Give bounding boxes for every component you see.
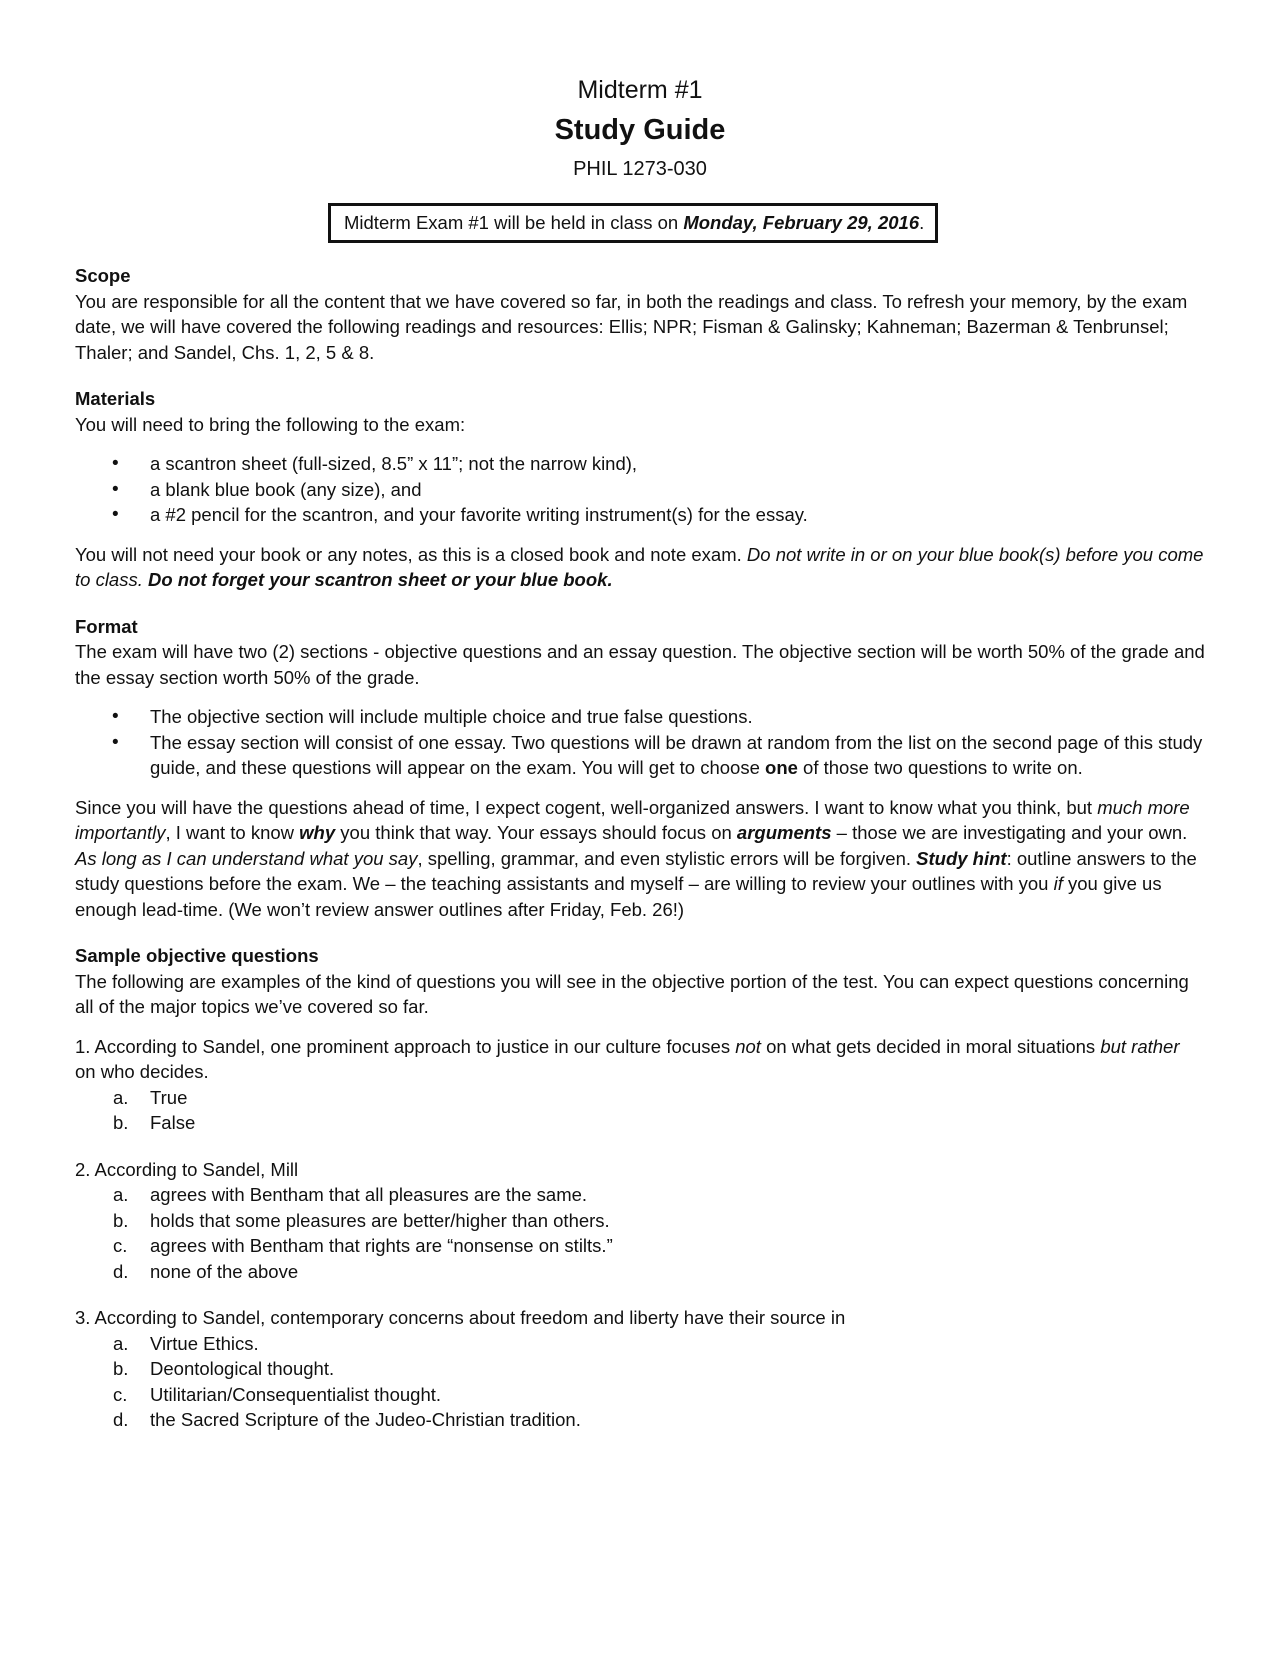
question-1-options <box>75 1085 1205 1136</box>
question-3: 3. According to Sandel, contemporary concerns about freedom and liberty have their source in <box>75 1307 846 1328</box>
list-item: • a #2 pencil for the scantron, and your favorite writing instrument(s) for the essay. <box>75 502 1205 528</box>
notice-period: . <box>919 212 925 233</box>
option-item <box>75 1085 1205 1111</box>
text-run: on who decides. <box>75 1061 209 1082</box>
materials-intro: You will need to bring the following to the exam: <box>75 413 466 435</box>
option-item <box>75 1208 1205 1234</box>
option-letter: a. <box>113 1184 129 1205</box>
option-text: none of the above <box>150 1260 299 1282</box>
italic-run: but rather <box>1100 1035 1180 1057</box>
materials-note-italic: Do not write in or on your blue book(s) before you come to class. <box>75 543 1204 590</box>
option-letter: c. <box>113 1235 128 1256</box>
option-item <box>75 1110 1205 1136</box>
list-item <box>75 730 1205 781</box>
expectations-paragraph <box>75 795 1205 923</box>
option-letter: a. <box>113 1086 129 1108</box>
question-2-options <box>75 1182 1205 1284</box>
exam-date-notice <box>328 203 938 243</box>
bullet-bold-text: one <box>765 757 798 778</box>
italic-run: As long as I can understand what you say <box>75 847 418 869</box>
option-letter: b. <box>113 1209 129 1231</box>
format-list <box>75 704 1205 781</box>
exam-date: Monday, February 29, 2016 <box>683 212 920 233</box>
italic-run: much more importantly <box>75 796 1190 843</box>
option-text: Utilitarian/Consequentialist thought. <box>150 1383 442 1405</box>
option-item <box>75 1356 1205 1382</box>
italic-run: not <box>735 1035 761 1057</box>
materials-list <box>75 451 1205 528</box>
option-letter: c. <box>113 1383 128 1405</box>
sample-questions-heading: Sample objective questions <box>75 945 319 966</box>
italic-run: if <box>1053 873 1063 894</box>
list-item: • a blank blue book (any size), and <box>75 477 1205 503</box>
text-run: , spelling, grammar, and even stylistic errors will be forgiven. <box>417 847 917 869</box>
text-run: on what gets decided in moral situations <box>760 1035 1101 1057</box>
option-text: Virtue Ethics. <box>150 1332 259 1354</box>
scope-body: You are responsible for all the content that we have covered so far, in both the readings and class. To refresh your memory, by the exam date, we will have covered the following readings and resources: Ellis; NPR; Fisman & Galinsky; Kahneman; Bazerman & Tenbrunsel; Thaler; and Sandel, Chs. 1, 2, 5 & 8. <box>75 290 1188 363</box>
option-text: holds that some pleasures are better/higher than others. <box>150 1209 610 1231</box>
text-run: – those we are investigating and your own. <box>831 822 1188 843</box>
notice-text: Midterm Exam #1 will be held in class on <box>344 212 684 233</box>
bullet-text-end: of those two questions to write on. <box>797 757 1083 778</box>
option-item <box>75 1382 1205 1408</box>
bold-italic-run: Study hint <box>916 847 1007 869</box>
text-run: Since you will have the questions ahead of time, I expect cogent, well-organized answers. I want to know what you think, but <box>75 796 1098 818</box>
option-item <box>75 1182 1205 1208</box>
question-3-options <box>75 1331 1205 1433</box>
text-run: , I want to know <box>165 822 300 843</box>
materials-note-text: You will not need your book or any notes, as this is a closed book and note exam. <box>75 543 747 565</box>
option-letter: d. <box>113 1260 129 1282</box>
option-text: agrees with Bentham that all pleasures are the same. <box>150 1184 588 1205</box>
course-code: PHIL 1273-030 <box>573 158 707 180</box>
option-text: the Sacred Scripture of the Judeo-Christian tradition. <box>150 1409 581 1430</box>
question-1 <box>75 1034 1205 1085</box>
text-run: you think that way. Your essays should focus on <box>335 822 737 843</box>
document-subtitle: Midterm #1 <box>577 76 703 104</box>
option-letter: b. <box>113 1112 129 1133</box>
option-text: True <box>150 1086 188 1108</box>
materials-note-bold: Do not forget your scantron sheet or your blue book. <box>148 569 613 590</box>
document-body <box>75 263 1205 1433</box>
text-run: : outline answers to the study questions before the exam. We – the teaching assistants and myself – are willing to review your outlines with you <box>75 847 1197 894</box>
option-text: False <box>150 1112 196 1133</box>
bullet-text: The essay section will consist of one essay. Two questions will be drawn at random from the list on the second page of this study guide, and these questions will appear on the exam. You will get to choose <box>150 731 1203 778</box>
scope-heading: Scope <box>75 265 131 286</box>
option-text: Deontological thought. <box>150 1358 335 1379</box>
format-heading: Format <box>75 615 138 637</box>
materials-note <box>75 542 1205 593</box>
text-run: you give us enough lead-time. (We won’t review answer outlines after Friday, Feb. 26!) <box>75 873 1162 920</box>
format-body: The exam will have two (2) sections - objective questions and an essay question. The objective section will be worth 50% of the grade and the essay section worth 50% of the grade. <box>75 641 1205 688</box>
sample-questions-intro: The following are examples of the kind of questions you will see in the objective portion of the test. You can expect questions concerning all of the major topics we’ve covered so far. <box>75 970 1189 1017</box>
materials-heading: Materials <box>75 388 156 409</box>
option-letter: d. <box>113 1409 129 1430</box>
option-text: agrees with Bentham that rights are “nonsense on stilts.” <box>150 1235 613 1256</box>
option-item <box>75 1407 1205 1433</box>
option-item <box>75 1259 1205 1285</box>
list-item: • a scantron sheet (full-sized, 8.5” x 11”; not the narrow kind), <box>75 451 1205 477</box>
question-2: 2. According to Sandel, Mill <box>75 1158 299 1180</box>
option-item <box>75 1233 1205 1259</box>
list-item: • The objective section will include multiple choice and true false questions. <box>75 704 1205 730</box>
text-run: 1. According to Sandel, one prominent approach to justice in our culture focuses <box>75 1035 736 1057</box>
document-title: Study Guide <box>554 114 726 146</box>
option-letter: a. <box>113 1332 129 1354</box>
option-letter: b. <box>113 1358 129 1379</box>
bold-italic-run: why <box>299 822 336 843</box>
option-item <box>75 1331 1205 1357</box>
bold-italic-run: arguments <box>736 822 832 843</box>
